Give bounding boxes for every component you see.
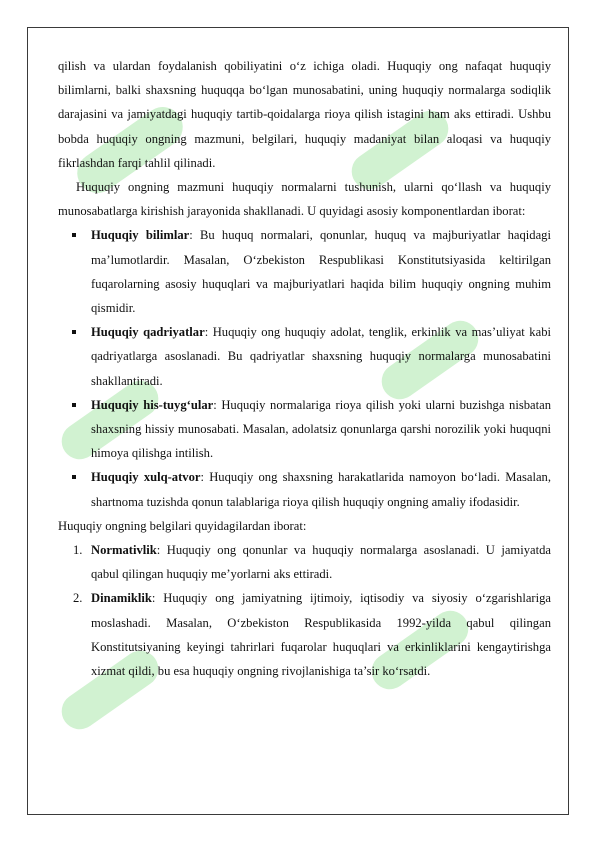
components-list (58, 223, 551, 513)
item-number: 2. (73, 591, 83, 606)
bullet-icon (72, 403, 76, 407)
component-text: : Bu huquq normalari, qonunlar, huquq va majburiyatlar haqidagi ma’lumotlardir. Masalan, O‘zbekiston Respublikasi Konstitutsiyasida keltirilgan fuqarolarning asosiy huquqlari va majburiyatlari haqida bilim huquqiy ongning muhim qismidir. (91, 228, 551, 316)
content-paragraph: Huquqiy ongning mazmuni huquqiy normalarni tushunish, ularni qo‘llash va huquqiy munosabatlarga kirishish jarayonida shakllanadi. U quyidagi asosiy komponentlardan iborat: (58, 180, 551, 219)
component-text: : Huquqiy normalariga rioya qilish yoki ularni buzishga nisbatan shaxsning hissiy munosabati. Masalan, adolatsiz qonunlarga qarshi norozilik yoki huquqni himoya qilishga intilish. (91, 397, 551, 461)
bullet-icon (72, 330, 76, 334)
component-term: Huquqiy qadriyatlar (91, 325, 205, 340)
feature-term: Normativlik (91, 543, 157, 558)
list-item (58, 465, 551, 513)
feature-text: : Huquqiy ong jamiyatning ijtimoiy, iqtisodiy va siyosiy o‘zgarishlariga moslashadi. Masalan, O‘zbekiston Respublikasida 1992-yilda qabul qilingan Konstitutsiyaning keyingi tahrirlari fuqarolar huquqlari va erkinliklarini kengaytirishga xizmat qildi, bu esa huquqiy ongning rivojlanishiga ta’sir ko‘rsatdi. (91, 591, 551, 679)
feature-text: : Huquqiy ong qonunlar va huquqiy normalarga asoslanadi. U jamiyatda qabul qilingan huquqiy me’yorlarni aks ettiradi. (91, 543, 551, 582)
intro-paragraph: qilish va ulardan foydalanish qobiliyatini o‘z ichiga oladi. Huquqiy ong nafaqat huquqiy bilimlarni, balki shaxsning huquqqa bo‘lgan munosabatini, uning huquqiy normalarga sodiqlik darajasini va jamiyatdagi huquqiy tartib-qoidalarga rioya qilish istagini ham aks ettiradi. Ushbu bobda huquqiy ongning mazmuni, belgilari, huquqiy madaniyat bilan aloqasi va huquqiy fikrlashdan farqi tahlil qilinadi. (58, 59, 551, 170)
component-text: : Huquqiy ong huquqiy adolat, tenglik, erkinlik va mas’uliyat kabi qadriyatlarga asoslanadi. Bu qadriyatlar shaxsning huquqiy normalarga munosabatini shakllantiradi. (91, 325, 551, 388)
item-number: 1. (73, 543, 83, 558)
bullet-icon (72, 233, 76, 237)
bullet-icon (72, 475, 76, 479)
component-term: Huquqiy his-tuyg‘ular (91, 397, 214, 412)
component-text: : Huquqiy ong shaxsning harakatlarida namoyon bo‘ladi. Masalan, shartnoma tuzishda qonun talablariga rioya qilish huquqiy ongning amaliy ifodasidir. (91, 470, 552, 509)
list-item (58, 320, 551, 393)
features-list (58, 538, 551, 683)
list-item (58, 223, 551, 320)
component-term: Huquqiy bilimlar (91, 228, 190, 243)
list-item (58, 538, 551, 586)
list-item (58, 393, 551, 466)
features-intro: Huquqiy ongning belgilari quyidagilardan iborat: (58, 518, 307, 533)
feature-term: Dinamiklik (91, 591, 152, 606)
document-body (58, 54, 551, 683)
component-term: Huquqiy xulq-atvor (91, 470, 201, 485)
list-item (58, 586, 551, 683)
